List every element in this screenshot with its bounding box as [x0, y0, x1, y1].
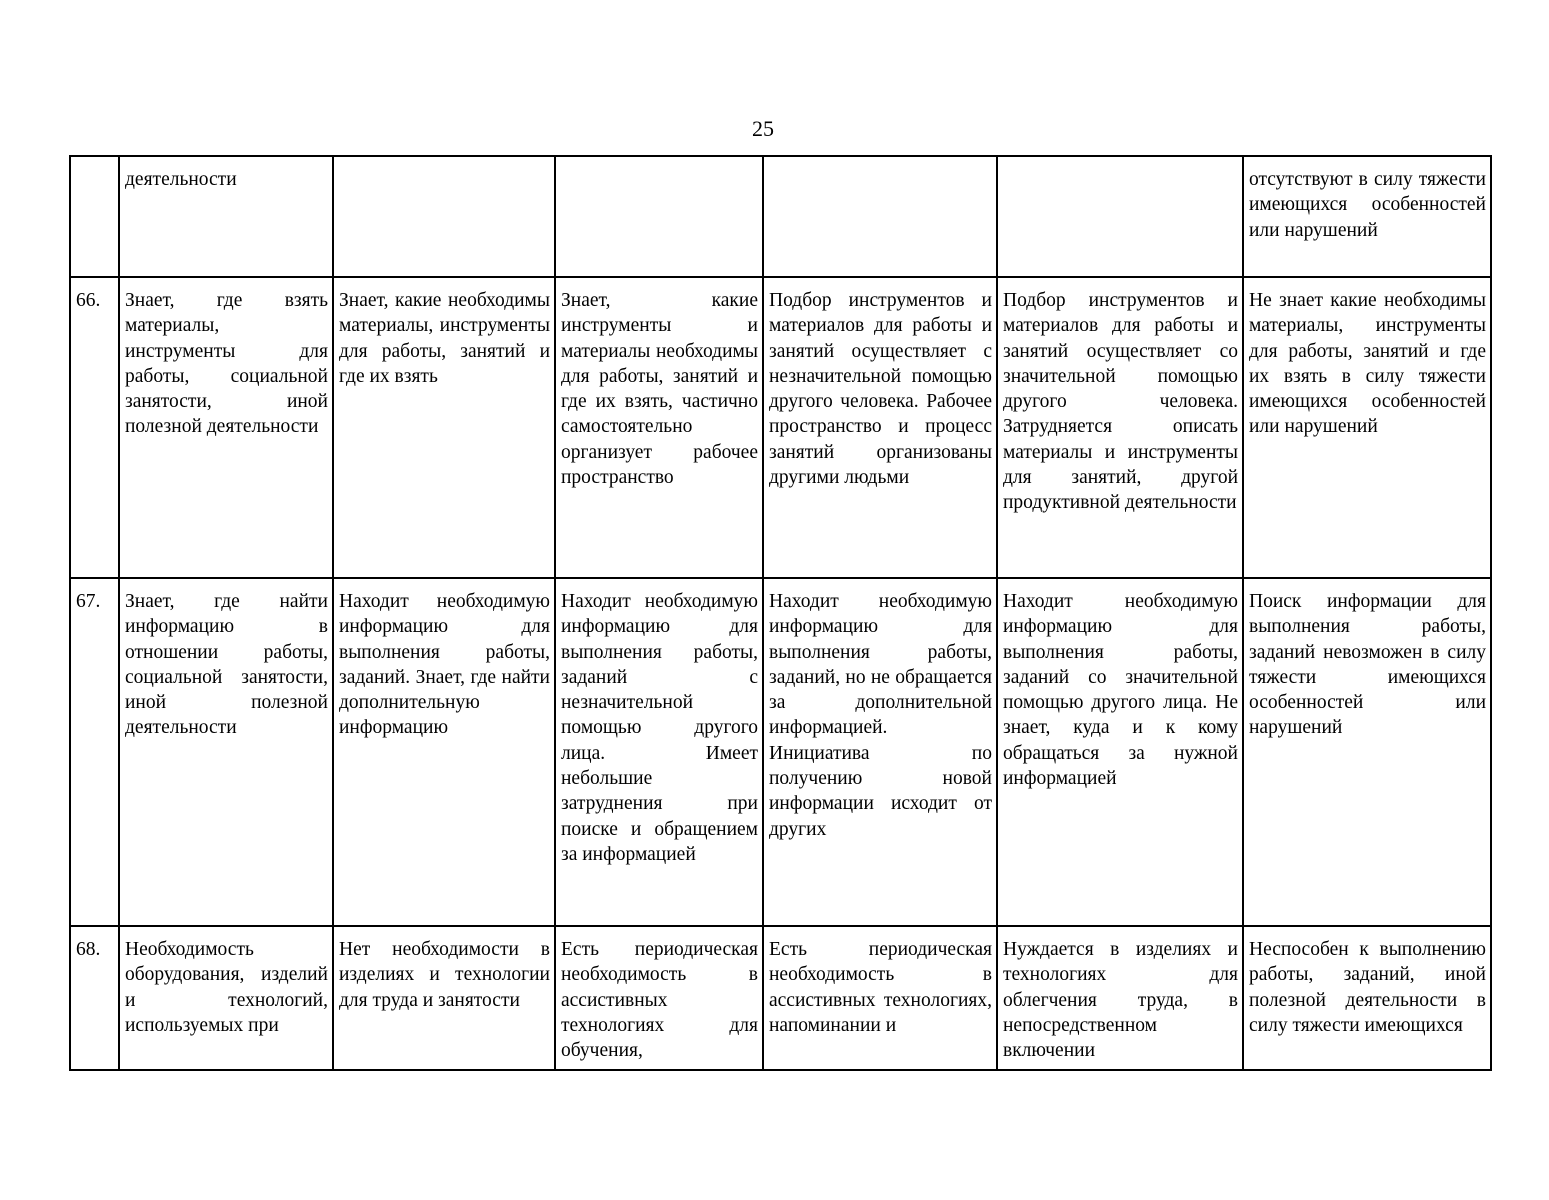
- table-cell: Находит необходимую информацию для выполнения работы, заданий с незначительной помощью другого лица. Имеет небольшие затруднения при поиске и обращением за информацией: [555, 578, 763, 926]
- page-number: 25: [752, 116, 774, 141]
- table-cell: Нуждается в изделиях и технологиях для облегчения труда, в непосредственном включении: [997, 926, 1243, 1070]
- table-cell: [555, 156, 763, 277]
- row-number: 68.: [70, 926, 119, 1070]
- table-cell: Необходимость оборудования, изделий и технологий, используемых при: [119, 926, 333, 1070]
- table-cell: Есть периодическая необходимость в ассистивных технологиях для обучения,: [555, 926, 763, 1070]
- table-cell: Находит необходимую информацию для выполнения работы, заданий, но не обращается за дополнительной информацией. Инициатива по получению новой информации исходит от других: [763, 578, 997, 926]
- row-number: 67.: [70, 578, 119, 926]
- table-row: [70, 156, 1491, 277]
- table-cell: отсутствуют в силу тяжести имеющихся особенностей или нарушений: [1243, 156, 1491, 277]
- assessment-table: [69, 155, 1492, 1071]
- table-cell: Знает, где найти информацию в отношении работы, социальной занятости, иной полезной деятельности: [119, 578, 333, 926]
- table-row: [70, 277, 1491, 578]
- table-cell: Находит необходимую информацию для выполнения работы, заданий. Знает, где найти дополнительную информацию: [333, 578, 555, 926]
- table-cell: Подбор инструментов и материалов для работы и занятий осуществляет со значительной помощью другого человека. Затрудняется описать материалы и инструменты для занятий, другой продуктивной деятельности: [997, 277, 1243, 578]
- table-cell: Находит необходимую информацию для выполнения работы, заданий со значительной помощью другого лица. Не знает, куда и к кому обращаться за нужной информацией: [997, 578, 1243, 926]
- table-cell: [763, 156, 997, 277]
- table-cell: Знает, какие необходимы материалы, инструменты для работы, занятий и где их взять: [333, 277, 555, 578]
- table-cell: Есть периодическая необходимость в ассистивных технологиях, напоминании и: [763, 926, 997, 1070]
- row-number: 66.: [70, 277, 119, 578]
- table-row: [70, 578, 1491, 926]
- table-cell: [333, 156, 555, 277]
- table-cell: Поиск информации для выполнения работы, заданий невозможен в силу тяжести имеющихся особенностей или нарушений: [1243, 578, 1491, 926]
- row-number: [70, 156, 119, 277]
- table-cell: деятельности: [119, 156, 333, 277]
- table-cell: Не знает какие необходимы материалы, инструменты для работы, занятий и где их взять в силу тяжести имеющихся особенностей или нарушений: [1243, 277, 1491, 578]
- table-cell: Знает, где взять материалы, инструменты для работы, социальной занятости, иной полезной деятельности: [119, 277, 333, 578]
- table-cell: Подбор инструментов и материалов для работы и занятий осуществляет с незначительной помощью другого человека. Рабочее пространство и процесс занятий организованы другими людьми: [763, 277, 997, 578]
- table-cell: Нет необходимости в изделиях и технологии для труда и занятости: [333, 926, 555, 1070]
- table-cell: Знает, какие инструменты и материалы необходимы для работы, занятий и где их взять, частично самостоятельно организует рабочее пространство: [555, 277, 763, 578]
- table-row: [70, 926, 1491, 1070]
- table-cell: Неспособен к выполнению работы, заданий, иной полезной деятельности в силу тяжести имеющихся: [1243, 926, 1491, 1070]
- table-cell: [997, 156, 1243, 277]
